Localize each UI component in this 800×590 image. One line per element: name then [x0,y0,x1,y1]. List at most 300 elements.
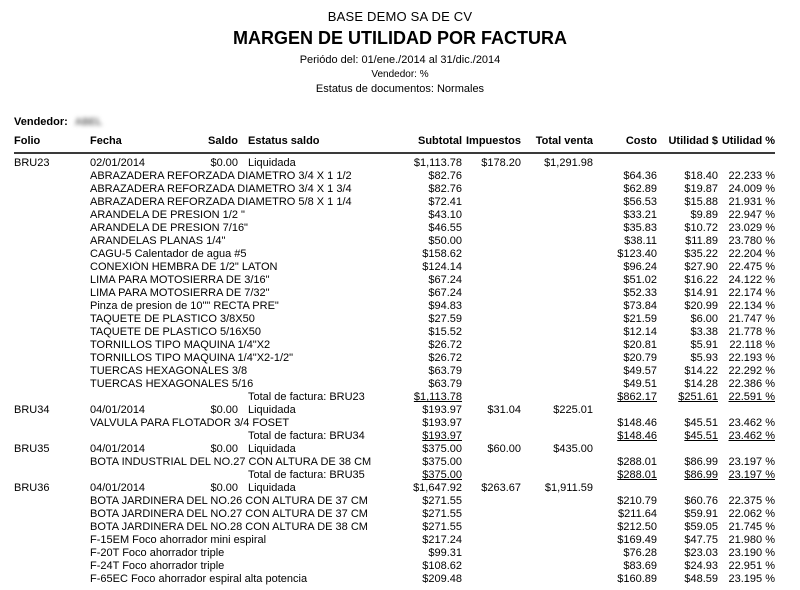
saldo-value: $0.00 [210,404,238,416]
descripcion-cell [90,521,410,534]
utilidad-pct-value: 22.292 % [728,365,775,377]
empty-cell [14,287,90,300]
utilidad-pct-value: 23.462 % [728,430,775,442]
empty-cell [462,326,521,339]
descripcion-value: ABRAZADERA REFORZADA DIAMETRO 5/8 X 1 1/4 [90,196,352,208]
empty-cell [521,573,593,586]
empty-cell [462,300,521,313]
utilidad-pct-cell [718,209,775,222]
subtotal-cell [410,248,462,261]
empty-cell [14,365,90,378]
empty-cell [462,261,521,274]
utilidad-value: $14.28 [684,378,718,390]
utilidad-value: $60.76 [684,495,718,507]
subtotal-cell [410,508,462,521]
costo-cell [593,456,657,469]
utilidad-cell [657,261,718,274]
descripcion-value: VALVULA PARA FLOTADOR 3/4 FOSET [90,417,290,429]
subtotal-value: $193.97 [422,417,462,429]
total-row [14,430,775,443]
utilidad-pct-value: 21.745 % [728,521,775,533]
saldo-value: $0.00 [210,482,238,494]
costo-cell [593,352,657,365]
fecha-cell [90,153,185,170]
utilidad-pct-value: 22.204 % [728,248,775,260]
utilidad-cell [657,248,718,261]
report-header [0,0,800,95]
label-cell [238,430,410,443]
empty-cell [521,209,593,222]
column-header-costo: Costo [625,135,657,147]
costo-value: $160.89 [617,573,657,585]
costo-cell [593,365,657,378]
costo-value: $288.01 [617,469,657,481]
utilidad-pct-cell [718,378,775,391]
empty-cell [521,391,593,404]
invoice-row [14,443,775,456]
empty-cell [462,430,521,443]
empty-cell [14,300,90,313]
subtotal-value: $72.41 [428,196,462,208]
empty-cell [521,326,593,339]
subtotal-cell [410,469,462,482]
impuestos-cell [462,153,521,170]
utilidad-pct-cell [718,365,775,378]
estatus-value: Liquidada [248,157,296,169]
descripcion-cell [90,573,410,586]
empty-cell [593,153,657,170]
descripcion-cell [90,534,410,547]
total-venta-cell [521,153,593,170]
descripcion-cell [90,456,410,469]
descripcion-value: TORNILLOS TIPO MAQUINA 1/4"X2 [90,339,271,351]
subtotal-value: $82.76 [428,183,462,195]
empty-cell [14,469,90,482]
costo-value: $148.46 [617,417,657,429]
costo-cell [593,508,657,521]
subtotal-value: $43.10 [428,209,462,221]
label-value: Total de factura: BRU35 [248,469,365,481]
utilidad-pct-cell [718,183,775,196]
utilidad-cell [657,547,718,560]
utilidad-value: $45.51 [684,417,718,429]
subtotal-value: $1,113.78 [413,157,462,169]
costo-value: $169.49 [617,534,657,546]
utilidad-cell [657,521,718,534]
descripcion-cell [90,274,410,287]
utilidad-cell [657,378,718,391]
descripcion-cell [90,261,410,274]
estatus-value: Liquidada [248,443,296,455]
item-row [14,300,775,313]
empty-cell [14,261,90,274]
subtotal-value: $375.00 [422,443,462,455]
costo-value: $148.46 [617,430,657,442]
subtotal-cell [410,170,462,183]
subtotal-cell [410,365,462,378]
costo-cell [593,209,657,222]
subtotal-cell [410,287,462,300]
item-row [14,508,775,521]
empty-cell [718,443,775,456]
descripcion-cell [90,365,410,378]
utilidad-pct-value: 22.174 % [728,287,775,299]
descripcion-cell [90,326,410,339]
utilidad-cell [657,469,718,482]
descripcion-cell [90,313,410,326]
descripcion-value: BOTA INDUSTRIAL DEL NO.27 CON ALTURA DE 38 CM [90,456,372,468]
descripcion-cell [90,170,410,183]
descripcion-cell [90,352,410,365]
descripcion-cell [90,300,410,313]
costo-cell [593,287,657,300]
utilidad-value: $47.75 [684,534,718,546]
folio-value: BRU36 [14,482,50,494]
margin-report-table [14,134,775,586]
costo-cell [593,547,657,560]
utilidad-value: $14.22 [684,365,718,377]
utilidad-pct-cell [718,521,775,534]
subtotal-value: $108.62 [422,560,462,572]
costo-cell [593,521,657,534]
utilidad-pct-cell [718,495,775,508]
costo-value: $49.57 [623,365,657,377]
empty-cell [521,547,593,560]
utilidad-pct-cell [718,313,775,326]
subtotal-value: $63.79 [428,365,462,377]
empty-cell [462,547,521,560]
empty-cell [14,313,90,326]
empty-cell [462,248,521,261]
empty-cell [593,443,657,456]
utilidad-pct-cell [718,300,775,313]
total-venta-value: $1,911.59 [544,482,593,494]
utilidad-value: $16.22 [684,274,718,286]
costo-value: $76.28 [623,547,657,559]
empty-cell [462,534,521,547]
descripcion-value: ARANDELA DE PRESION 7/16" [90,222,248,234]
empty-cell [521,417,593,430]
descripcion-value: ABRAZADERA REFORZADA DIAMETRO 3/4 X 1 3/4 [90,183,352,195]
costo-value: $862.17 [617,391,657,403]
costo-cell [593,196,657,209]
label-value: Total de factura: BRU34 [248,430,365,442]
subtotal-cell [410,547,462,560]
utilidad-pct-cell [718,456,775,469]
utilidad-pct-value: 22.118 % [729,339,775,351]
costo-cell [593,235,657,248]
empty-cell [521,456,593,469]
costo-value: $210.79 [617,495,657,507]
descripcion-cell [90,222,410,235]
costo-cell [593,300,657,313]
empty-cell [521,261,593,274]
total-row [14,469,775,482]
estatus-cell [238,443,410,456]
costo-cell [593,495,657,508]
item-row [14,183,775,196]
saldo-value: $0.00 [210,443,238,455]
subtotal-cell [410,430,462,443]
item-row [14,235,775,248]
costo-cell [593,248,657,261]
empty-cell [521,339,593,352]
descripcion-cell [90,196,410,209]
utilidad-pct-value: 21.931 % [728,196,775,208]
empty-cell [90,391,238,404]
utilidad-pct-cell [718,352,775,365]
utilidad-cell [657,196,718,209]
empty-cell [521,170,593,183]
utilidad-cell [657,183,718,196]
column-header-utilidad: Utilidad % [721,135,775,147]
subtotal-cell [410,417,462,430]
subtotal-cell [410,482,462,495]
impuestos-value: $60.00 [487,443,521,455]
empty-cell [462,209,521,222]
utilidad-value: $24.93 [684,560,718,572]
column-header-impuestos: Impuestos [465,135,521,147]
empty-cell [521,365,593,378]
costo-value: $12.14 [623,326,657,338]
utilidad-pct-value: 22.134 % [728,300,775,312]
costo-value: $38.11 [624,235,657,247]
item-row [14,547,775,560]
subtotal-value: $271.55 [422,521,462,533]
empty-cell [462,469,521,482]
utilidad-value: $14.91 [684,287,718,299]
empty-cell [462,508,521,521]
subtotal-cell [410,274,462,287]
utilidad-value: $5.91 [690,339,718,351]
utilidad-cell [657,417,718,430]
descripcion-cell [90,183,410,196]
utilidad-cell [657,209,718,222]
empty-cell [462,417,521,430]
empty-cell [521,183,593,196]
empty-cell [521,430,593,443]
empty-cell [521,469,593,482]
empty-cell [462,183,521,196]
empty-cell [14,183,90,196]
document-status-line: Estatus de documentos: Normales [315,83,485,95]
impuestos-value: $31.04 [487,404,521,416]
vendor-filter-line: Vendedor: % [371,69,429,80]
utilidad-value: $48.59 [684,573,718,585]
item-row [14,326,775,339]
label-cell [238,391,410,404]
utilidad-pct-cell [718,274,775,287]
subtotal-value: $67.24 [428,274,462,286]
descripcion-cell [90,547,410,560]
utilidad-value: $35.22 [684,248,718,260]
empty-cell [462,339,521,352]
folio-cell [14,482,90,495]
estatus-cell [238,153,410,170]
empty-cell [14,534,90,547]
utilidad-cell [657,326,718,339]
saldo-cell [185,153,238,170]
utilidad-value: $59.05 [684,521,718,533]
subtotal-cell [410,339,462,352]
costo-cell [593,261,657,274]
utilidad-pct-cell [718,391,775,404]
utilidad-pct-cell [718,339,775,352]
subtotal-cell [410,300,462,313]
utilidad-pct-cell [718,261,775,274]
saldo-cell [185,482,238,495]
estatus-value: Liquidada [248,482,296,494]
empty-cell [14,430,90,443]
costo-value: $33.21 [623,209,657,221]
costo-value: $73.84 [623,300,657,312]
utilidad-pct-value: 22.591 % [728,391,775,403]
saldo-cell [185,443,238,456]
utilidad-value: $9.89 [690,209,718,221]
utilidad-cell [657,170,718,183]
item-row [14,313,775,326]
utilidad-value: $15.88 [684,196,718,208]
empty-cell [462,521,521,534]
descripcion-value: Pinza de presion de 10"" RECTA PRE" [90,300,279,312]
column-header-total-venta: Total venta [535,135,593,147]
empty-cell [14,560,90,573]
utilidad-pct-cell [718,196,775,209]
subtotal-value: $124.14 [422,261,462,273]
utilidad-value: $3.38 [690,326,718,338]
item-row [14,417,775,430]
utilidad-pct-value: 22.475 % [728,261,775,273]
descripcion-cell [90,508,410,521]
subtotal-cell [410,391,462,404]
costo-value: $212.50 [617,521,657,533]
subtotal-value: $271.55 [422,495,462,507]
total-venta-cell [521,482,593,495]
empty-cell [521,378,593,391]
item-row [14,521,775,534]
column-header-fecha: Fecha [90,135,122,147]
impuestos-cell [462,482,521,495]
utilidad-cell [657,235,718,248]
empty-cell [14,222,90,235]
total-venta-cell [521,443,593,456]
utilidad-value: $5.93 [690,352,718,364]
vendor-label: Vendedor: [14,116,68,128]
descripcion-value: F-20T Foco ahorrador triple [90,547,225,559]
utilidad-pct-cell [718,235,775,248]
empty-cell [462,365,521,378]
empty-cell [462,378,521,391]
empty-cell [521,222,593,235]
fecha-value: 04/01/2014 [90,443,146,455]
folio-value: BRU35 [14,443,50,455]
costo-cell [593,417,657,430]
utilidad-pct-cell [718,547,775,560]
costo-value: $20.81 [623,339,657,351]
subtotal-cell [410,456,462,469]
subtotal-cell [410,313,462,326]
utilidad-value: $20.99 [684,300,718,312]
item-row [14,170,775,183]
utilidad-cell [657,495,718,508]
utilidad-value: $86.99 [684,456,718,468]
subtotal-cell [410,222,462,235]
impuestos-cell [462,404,521,417]
utilidad-value: $19.87 [684,183,718,195]
saldo-cell [185,404,238,417]
utilidad-pct-cell [718,469,775,482]
descripcion-value: LIMA PARA MOTOSIERRA DE 7/32" [90,287,270,299]
utilidad-pct-cell [718,573,775,586]
utilidad-cell [657,456,718,469]
subtotal-cell [410,495,462,508]
empty-cell [462,391,521,404]
descripcion-value: BOTA JARDINERA DEL NO.28 CON ALTURA DE 38 CM [90,521,368,533]
empty-cell [593,482,657,495]
descripcion-cell [90,235,410,248]
subtotal-cell [410,235,462,248]
utilidad-cell [657,430,718,443]
descripcion-value: F-24T Foco ahorrador triple [90,560,225,572]
empty-cell [657,153,718,170]
subtotal-cell [410,521,462,534]
descripcion-value: TORNILLOS TIPO MAQUINA 1/4"X2-1/2" [90,352,294,364]
empty-cell [462,313,521,326]
subtotal-value: $50.00 [428,235,462,247]
utilidad-pct-value: 24.009 % [728,183,775,195]
costo-cell [593,573,657,586]
utilidad-cell [657,274,718,287]
invoice-row [14,153,775,170]
costo-value: $83.69 [623,560,657,572]
utilidad-pct-value: 22.951 % [728,560,775,572]
folio-value: BRU23 [14,157,50,169]
empty-cell [521,521,593,534]
estatus-cell [238,404,410,417]
estatus-value: Liquidada [248,404,296,416]
empty-cell [14,456,90,469]
utilidad-cell [657,560,718,573]
item-row [14,378,775,391]
vendor-group-row [14,116,800,128]
invoice-row [14,404,775,417]
empty-cell [14,352,90,365]
utilidad-pct-value: 22.947 % [728,209,775,221]
utilidad-pct-cell [718,326,775,339]
empty-cell [462,235,521,248]
empty-cell [14,196,90,209]
subtotal-value: $26.72 [428,352,462,364]
utilidad-pct-cell [718,222,775,235]
item-row [14,495,775,508]
utilidad-value: $18.40 [684,170,718,182]
subtotal-value: $375.00 [422,469,462,481]
utilidad-pct-cell [718,560,775,573]
empty-cell [14,274,90,287]
item-row [14,365,775,378]
empty-cell [462,274,521,287]
fecha-cell [90,482,185,495]
empty-cell [14,391,90,404]
costo-cell [593,469,657,482]
utilidad-pct-value: 23.029 % [728,222,775,234]
descripcion-value: BOTA JARDINERA DEL NO.27 CON ALTURA DE 37 CM [90,508,368,520]
subtotal-cell [410,261,462,274]
costo-value: $288.01 [617,456,657,468]
costo-value: $21.59 [623,313,657,325]
empty-cell [14,209,90,222]
utilidad-pct-value: 22.375 % [728,495,775,507]
